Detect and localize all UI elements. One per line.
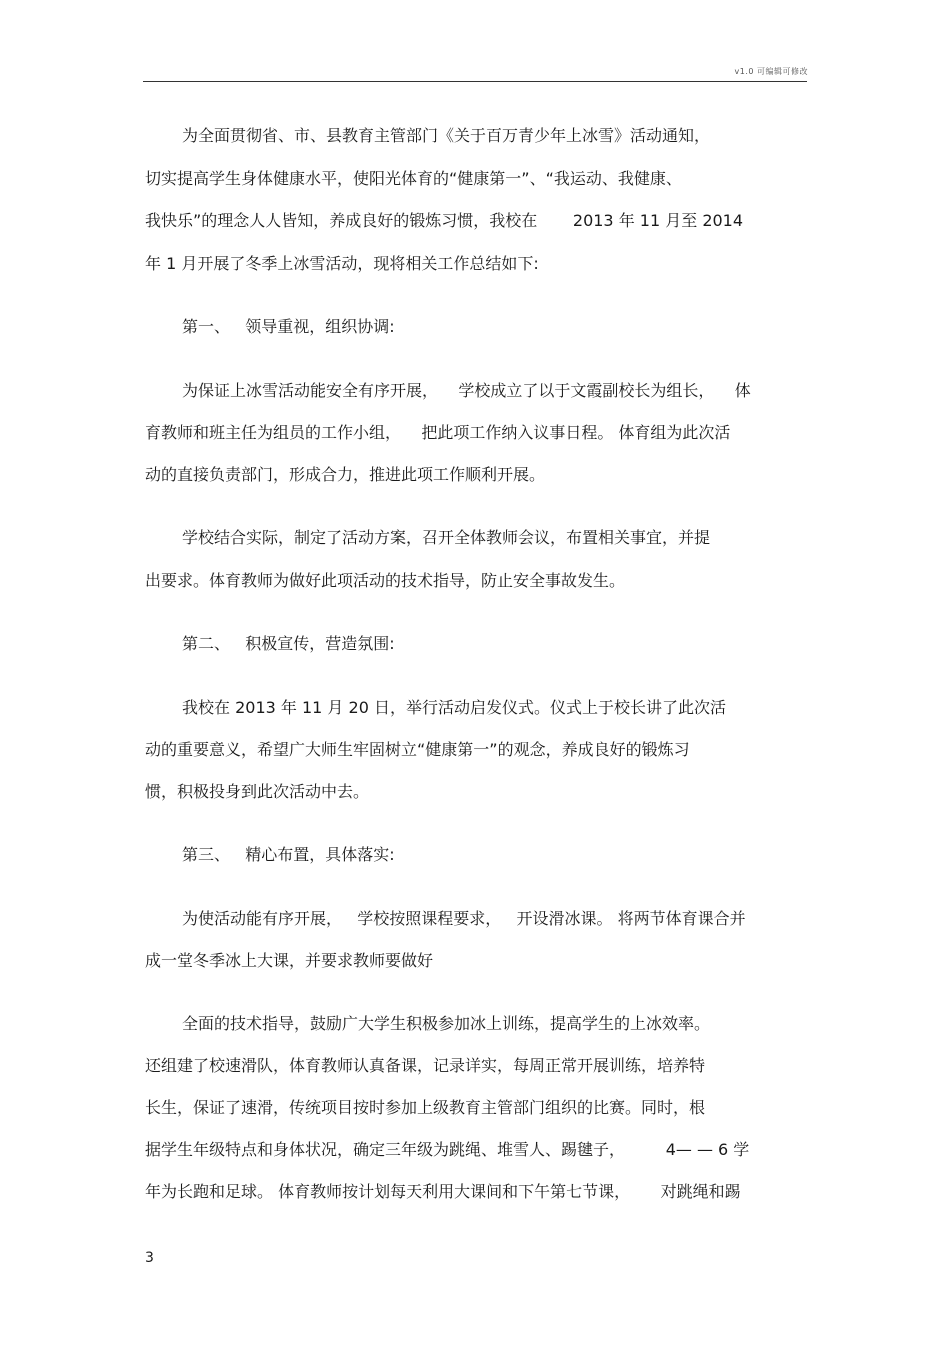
paragraph-line: 动的直接负责部门，形成合力，推进此项工作顺利开展。 [145, 465, 546, 484]
paragraph-line: 我校在 2013 年 11 月 20 日，举行活动启发仪式。仪式上于校长讲了此次活 [182, 698, 726, 717]
paragraph-line: 成一堂冬季冰上大课，并要求教师要做好 [145, 951, 434, 970]
paragraph-line: 长生，保证了速滑，传统项目按时参加上级教育主管部门组织的比赛。同时，根 [145, 1098, 706, 1117]
paragraph-line: 动的重要意义，希望广大师生牢固树立“健康第一”的观念，养成良好的锻炼习 [145, 740, 690, 759]
paragraph-line: 还组建了校速滑队，体育教师认真备课，记录详实，每周正常开展训练，培养特 [145, 1056, 706, 1075]
header-rule [143, 81, 807, 82]
paragraph-line: 年为长跑和足球。 体育教师按计划每天利用大课间和下午第七节课， 对跳绳和踢 [145, 1182, 741, 1201]
paragraph-line: 为使活动能有序开展， 学校按照课程要求， 开设滑冰课。 将两节体育课合并 [182, 909, 746, 928]
header-version-label: v1.0 可编辑可修改 [734, 67, 808, 76]
paragraph-line: 切实提高学生身体健康水平，使阳光体育的“健康第一”、“我运动、我健康、 [145, 169, 682, 188]
paragraph-line: 为全面贯彻省、市、县教育主管部门《关于百万青少年上冰雪》活动通知， [182, 126, 711, 145]
paragraph-line: 第一、 领导重视，组织协调: [182, 317, 395, 336]
paragraph-line: 第二、 积极宣传，营造氛围: [182, 634, 395, 653]
paragraph-line: 惯，积极投身到此次活动中去。 [145, 782, 370, 801]
page-number: 3 [145, 1250, 154, 1266]
paragraph-line: 学校结合实际，制定了活动方案，召开全体教师会议，布置相关事宜，并提 [182, 528, 711, 547]
paragraph-line: 出要求。体育教师为做好此项活动的技术指导，防止安全事故发生。 [145, 571, 626, 590]
paragraph-line: 育教师和班主任为组员的工作小组， 把此项工作纳入议事日程。 体育组为此次活 [145, 423, 731, 442]
paragraph-line: 据学生年级特点和身体状况，确定三年级为跳绳、堆雪人、踢毽子， 4— — 6 学 [145, 1140, 750, 1159]
paragraph-line: 年 1 月开展了冬季上冰雪活动，现将相关工作总结如下: [145, 254, 539, 273]
paragraph-line: 我快乐”的理念人人皆知，养成良好的锻炼习惯，我校在 2013 年 11 月至 2014 [145, 211, 744, 230]
paragraph-line: 为保证上冰雪活动能安全有序开展， 学校成立了以于文霞副校长为组长， 体 [182, 381, 751, 400]
paragraph-line: 全面的技术指导，鼓励广大学生积极参加冰上训练，提高学生的上冰效率。 [182, 1014, 711, 1033]
paragraph-line: 第三、 精心布置，具体落实: [182, 845, 395, 864]
